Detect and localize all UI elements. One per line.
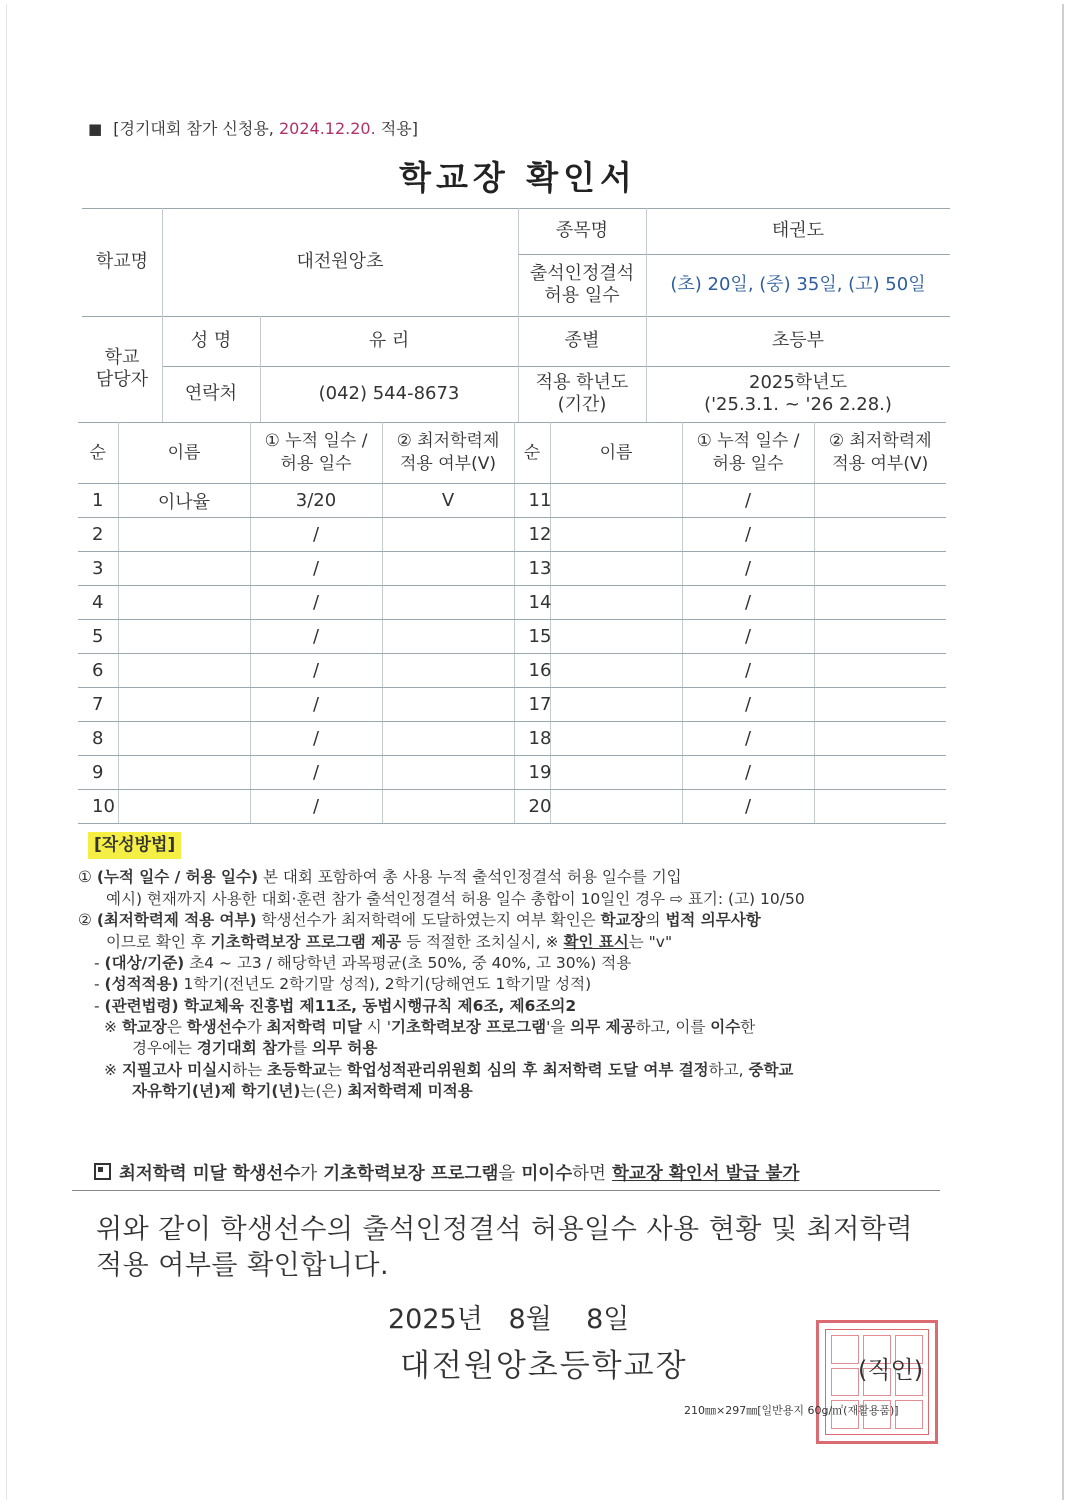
method-l9-t1: 경우에는 (132, 1039, 192, 1058)
method-l8-b5: 의무 제공 (570, 1018, 636, 1037)
year-value (646, 366, 950, 422)
method-l1-bold: (누적 일수 / 허용 일수) (96, 868, 259, 887)
method-l8-b3: 최저학력 미달 (266, 1018, 362, 1037)
row-check (382, 518, 514, 552)
sign-date: 2025년 8월 8일 (388, 1304, 630, 1335)
note-mark-2: ※ (104, 1060, 117, 1079)
header-days-right-line1: ① 누적 일수 / (696, 431, 800, 452)
method-line-2 (78, 889, 948, 910)
row-name (550, 484, 682, 518)
row-no: 10 (78, 790, 118, 824)
row-check (814, 552, 946, 586)
row-days: 3/20 (250, 484, 382, 518)
notice-t3: 하면 (572, 1164, 606, 1184)
header-name: 이름 (118, 423, 250, 484)
row-check (382, 688, 514, 722)
method-l3-bold: (최저학력제 적용 여부) (96, 911, 257, 930)
row-days: / (250, 518, 382, 552)
row-days: / (250, 756, 382, 790)
table-row (78, 552, 946, 586)
row-name (550, 586, 682, 620)
row-no: 1 (78, 484, 118, 518)
row-no: 18 (514, 722, 550, 756)
row-days: / (682, 790, 814, 824)
method-line-3 (78, 910, 948, 931)
header-note (88, 116, 418, 139)
row-days: / (250, 654, 382, 688)
row-name (550, 756, 682, 790)
method-l6-text: 1학기(전년도 2학기말 성적), 2학기(당해연도 1학기말 성적) (183, 975, 592, 994)
method-l10-t1: 하는 (232, 1060, 263, 1079)
row-days: / (250, 620, 382, 654)
method-l8-t3: 시 ' (366, 1018, 391, 1037)
table-row (78, 518, 946, 552)
header-min-line2: 적용 여부(V) (400, 454, 496, 474)
header-days-line2: 허용 일수 (280, 454, 352, 474)
row-name (118, 586, 250, 620)
row-check (382, 722, 514, 756)
row-days: / (682, 620, 814, 654)
row-name (118, 552, 250, 586)
method-l6-dash: - (94, 975, 100, 994)
absence-label-line1: 출석인정결석 (529, 262, 635, 284)
method-line-6 (78, 974, 948, 995)
method-l3-t2: 의 (645, 911, 661, 930)
row-check (382, 620, 514, 654)
notice-b3: 미이수 (521, 1164, 573, 1184)
notice-b4: 학교장 확인서 발급 불가 (612, 1164, 800, 1184)
row-name (550, 688, 682, 722)
table-row (78, 688, 946, 722)
info-grid (82, 208, 950, 422)
header-no: 순 (78, 423, 118, 484)
table-row (78, 484, 946, 518)
method-line-8 (78, 1017, 948, 1038)
header-min (382, 423, 514, 484)
table-row (78, 756, 946, 790)
row-name (550, 790, 682, 824)
row-name (118, 790, 250, 824)
method-l5-text: 초4 ~ 고3 / 해당학년 과목평균(초 50%, 중 40%, 고 30%) 적용 (189, 953, 632, 972)
method-l7-bold: (관련법령) 학교체육 진흥법 제11조, 동법시행규칙 제6조, 제6조의2 (104, 996, 577, 1015)
manager-label-line1: 학교 (104, 346, 140, 368)
row-check (382, 790, 514, 824)
header-note-prefix: [경기대회 참가 신청용, (113, 119, 274, 138)
method-l11-t1: 는(은) (300, 1082, 343, 1101)
school-value: 대전원앙초 (296, 250, 384, 272)
contact-label: 연락처 (184, 382, 238, 404)
row-check (382, 552, 514, 586)
row-no: 20 (514, 790, 550, 824)
row-days: / (682, 756, 814, 790)
header-min-right-line2: 적용 여부(V) (832, 454, 929, 474)
method-l4-t3: 는 "v" (628, 932, 673, 951)
row-check: V (382, 484, 514, 518)
row-name (118, 722, 250, 756)
table-header-row (78, 423, 946, 484)
row-no: 4 (78, 586, 118, 620)
checkbox-square-icon (94, 1163, 111, 1180)
school-label: 학교명 (95, 250, 149, 272)
method-l8-t1: 은 (166, 1018, 182, 1037)
row-no: 15 (514, 620, 550, 654)
table-row (78, 790, 946, 824)
method-line-11 (78, 1081, 948, 1102)
row-no: 6 (78, 654, 118, 688)
row-days: / (250, 552, 382, 586)
row-days: / (682, 654, 814, 688)
header-note-suffix: 적용] (380, 119, 418, 138)
row-days: / (250, 722, 382, 756)
notice-b2: 기초학력보장 프로그램 (323, 1164, 499, 1184)
method-l3-b2: 학교장 (600, 911, 646, 930)
row-days: / (250, 586, 382, 620)
method-l9-t2: 를 (292, 1039, 308, 1058)
header-min-line1: ② 최저학력제 (396, 431, 500, 452)
row-days: / (250, 790, 382, 824)
absence-label-line2: 허용 일수 (544, 285, 620, 306)
row-days: / (682, 688, 814, 722)
row-name (550, 620, 682, 654)
manager-label-line2: 담당자 (95, 369, 149, 390)
method-line-7 (78, 996, 948, 1017)
absence-label (518, 254, 646, 316)
notice-t1: 가 (300, 1164, 318, 1184)
row-check (814, 518, 946, 552)
method-title: [작성방법] (88, 832, 181, 859)
method-l10-b3: 학업성적관리위원회 심의 후 최저학력 도달 여부 결정 (346, 1060, 709, 1079)
row-days: / (250, 688, 382, 722)
division-value: 초등부 (771, 329, 825, 351)
method-l5-dash: - (94, 953, 100, 972)
row-days: / (682, 552, 814, 586)
method-l8-b6: 이수 (710, 1018, 741, 1037)
method-l1-text: 본 대회 포함하여 총 사용 누적 출석인정결석 허용 일수를 기입 (262, 868, 682, 887)
row-days: / (682, 518, 814, 552)
method-l9-b2: 의무 허용 (312, 1039, 378, 1058)
row-no: 14 (514, 586, 550, 620)
row-no: 13 (514, 552, 550, 586)
method-l10-t3: 하고, (708, 1060, 744, 1079)
document-title: 학교장 확인서 (399, 158, 637, 197)
method-l8-b2: 학생선수 (186, 1018, 247, 1037)
notice-rule (72, 1190, 940, 1191)
event-value: 태권도 (771, 219, 825, 241)
method-line-4 (78, 932, 948, 953)
row-check (814, 586, 946, 620)
row-days: / (682, 586, 814, 620)
method-l10-t2: 는 (326, 1060, 342, 1079)
table-row (78, 722, 946, 756)
circled-one: ① (78, 868, 92, 887)
row-name (118, 654, 250, 688)
method-l11-b2: 최저학력제 미적용 (347, 1082, 473, 1101)
row-check (382, 756, 514, 790)
stamp-label: (직인) (858, 1356, 924, 1384)
row-check (814, 756, 946, 790)
notice-t2: 을 (498, 1164, 516, 1184)
method-l5-bold: (대상/기준) (104, 953, 185, 972)
method-l8-t5: 하고, 이를 (635, 1018, 706, 1037)
method-section (78, 832, 948, 1103)
row-name (118, 756, 250, 790)
method-l8-t4: '을 (546, 1018, 566, 1037)
method-l4-b2: 확인 표시 (563, 932, 629, 951)
row-check (814, 722, 946, 756)
method-l6-bold: (성적적용) (104, 975, 179, 994)
row-name (550, 552, 682, 586)
header-days (250, 423, 382, 484)
method-line-10 (78, 1060, 948, 1081)
method-l3-text: 학생선수가 최저학력에 도달하였는지 여부 확인은 (261, 911, 596, 930)
method-l10-b1: 지필고사 미실시 (121, 1060, 233, 1079)
principal-name: 대전원앙초등학교장 (400, 1348, 688, 1384)
table-row (78, 654, 946, 688)
year-label (518, 366, 646, 422)
table-row (78, 586, 946, 620)
method-l10-b4: 중학교 (748, 1060, 794, 1079)
header-name-right: 이름 (550, 423, 682, 484)
method-l8-b1: 학교장 (121, 1018, 167, 1037)
year-label-line1: 적용 학년도 (535, 371, 629, 393)
student-rows (78, 484, 946, 824)
row-no: 5 (78, 620, 118, 654)
row-name (550, 654, 682, 688)
note-mark: ※ (104, 1018, 117, 1037)
row-check (814, 790, 946, 824)
header-days-line1: ① 누적 일수 / (264, 431, 368, 452)
year-value-line1: 2025학년도 (749, 371, 847, 393)
method-line-5 (78, 953, 948, 974)
row-check (382, 586, 514, 620)
contact-value: (042) 544-8673 (318, 382, 460, 404)
confirm-statement: 위와 같이 학생선수의 출석인정결석 허용일수 사용 현황 및 최저학력 적용 여부를 확인합니다. (96, 1214, 913, 1282)
header-no-right: 순 (514, 423, 550, 484)
name-value: 유 리 (368, 329, 410, 351)
circled-two: ② (78, 911, 92, 930)
row-name (550, 518, 682, 552)
row-no: 3 (78, 552, 118, 586)
notice (94, 1160, 924, 1185)
method-l8-t2: 가 (246, 1018, 262, 1037)
row-days: / (682, 722, 814, 756)
method-l8-b4: 기초학력보장 프로그램 (390, 1018, 547, 1037)
method-l3-b3: 법적 의무사항 (665, 911, 761, 930)
notice-b1: 최저학력 미달 학생선수 (119, 1164, 301, 1184)
name-label: 성 명 (190, 329, 232, 351)
row-no: 9 (78, 756, 118, 790)
row-check (382, 654, 514, 688)
row-no: 19 (514, 756, 550, 790)
header-days-right-line2: 허용 일수 (712, 454, 784, 474)
row-check (814, 654, 946, 688)
table-row (78, 620, 946, 654)
year-value-line2: ('25.3.1. ~ '26 2.28.) (704, 394, 892, 415)
method-line-1 (78, 867, 948, 888)
method-l9-b1: 경기대회 참가 (196, 1039, 293, 1058)
row-check (814, 484, 946, 518)
row-check (814, 688, 946, 722)
row-no: 8 (78, 722, 118, 756)
row-days: / (682, 484, 814, 518)
header-min-right (814, 423, 946, 484)
row-name (118, 688, 250, 722)
method-l11-b1: 자유학기(년)제 학기(년) (132, 1082, 301, 1101)
footer-spec: 210㎜×297㎜[일반용지 60g/㎡(재활용품)] (684, 1404, 899, 1417)
row-no: 16 (514, 654, 550, 688)
year-label-line2: (기간) (557, 394, 607, 415)
method-l7-dash: - (94, 996, 100, 1015)
method-l8-t6: 한 (740, 1018, 756, 1037)
absence-value: (초) 20일, (중) 35일, (고) 50일 (670, 273, 926, 295)
row-no: 2 (78, 518, 118, 552)
row-no: 17 (514, 688, 550, 722)
row-name (118, 518, 250, 552)
method-l2-text: 예시) 현재까지 사용한 대회·훈련 참가 출석인정결석 허용 일수 총합이 10일인 경우 ⇨ 표기: (고) 10/50 (106, 889, 805, 908)
method-l4-b1: 기초학력보장 프로그램 제공 (210, 932, 402, 951)
header-days-right (682, 423, 814, 484)
header-note-date: 2024.12.20. (278, 119, 376, 138)
method-l4-t2: 등 적절한 조치실시, ※ (406, 932, 559, 951)
row-no: 7 (78, 688, 118, 722)
student-table-wrap (78, 422, 946, 824)
event-label: 종목명 (555, 219, 609, 241)
row-check (814, 620, 946, 654)
row-name: 이나율 (118, 484, 250, 518)
header-min-right-line1: ② 최저학력제 (828, 431, 932, 452)
row-no: 12 (514, 518, 550, 552)
method-l4-t1: 이므로 확인 후 (106, 932, 206, 951)
row-name (550, 722, 682, 756)
row-no: 11 (514, 484, 550, 518)
method-line-9 (78, 1038, 948, 1059)
row-name (118, 620, 250, 654)
student-table (78, 422, 946, 824)
manager-label (82, 316, 162, 422)
method-l10-b2: 초등학교 (267, 1060, 327, 1079)
division-label: 종별 (564, 329, 600, 351)
bullet-square-icon: ■ (88, 120, 103, 138)
